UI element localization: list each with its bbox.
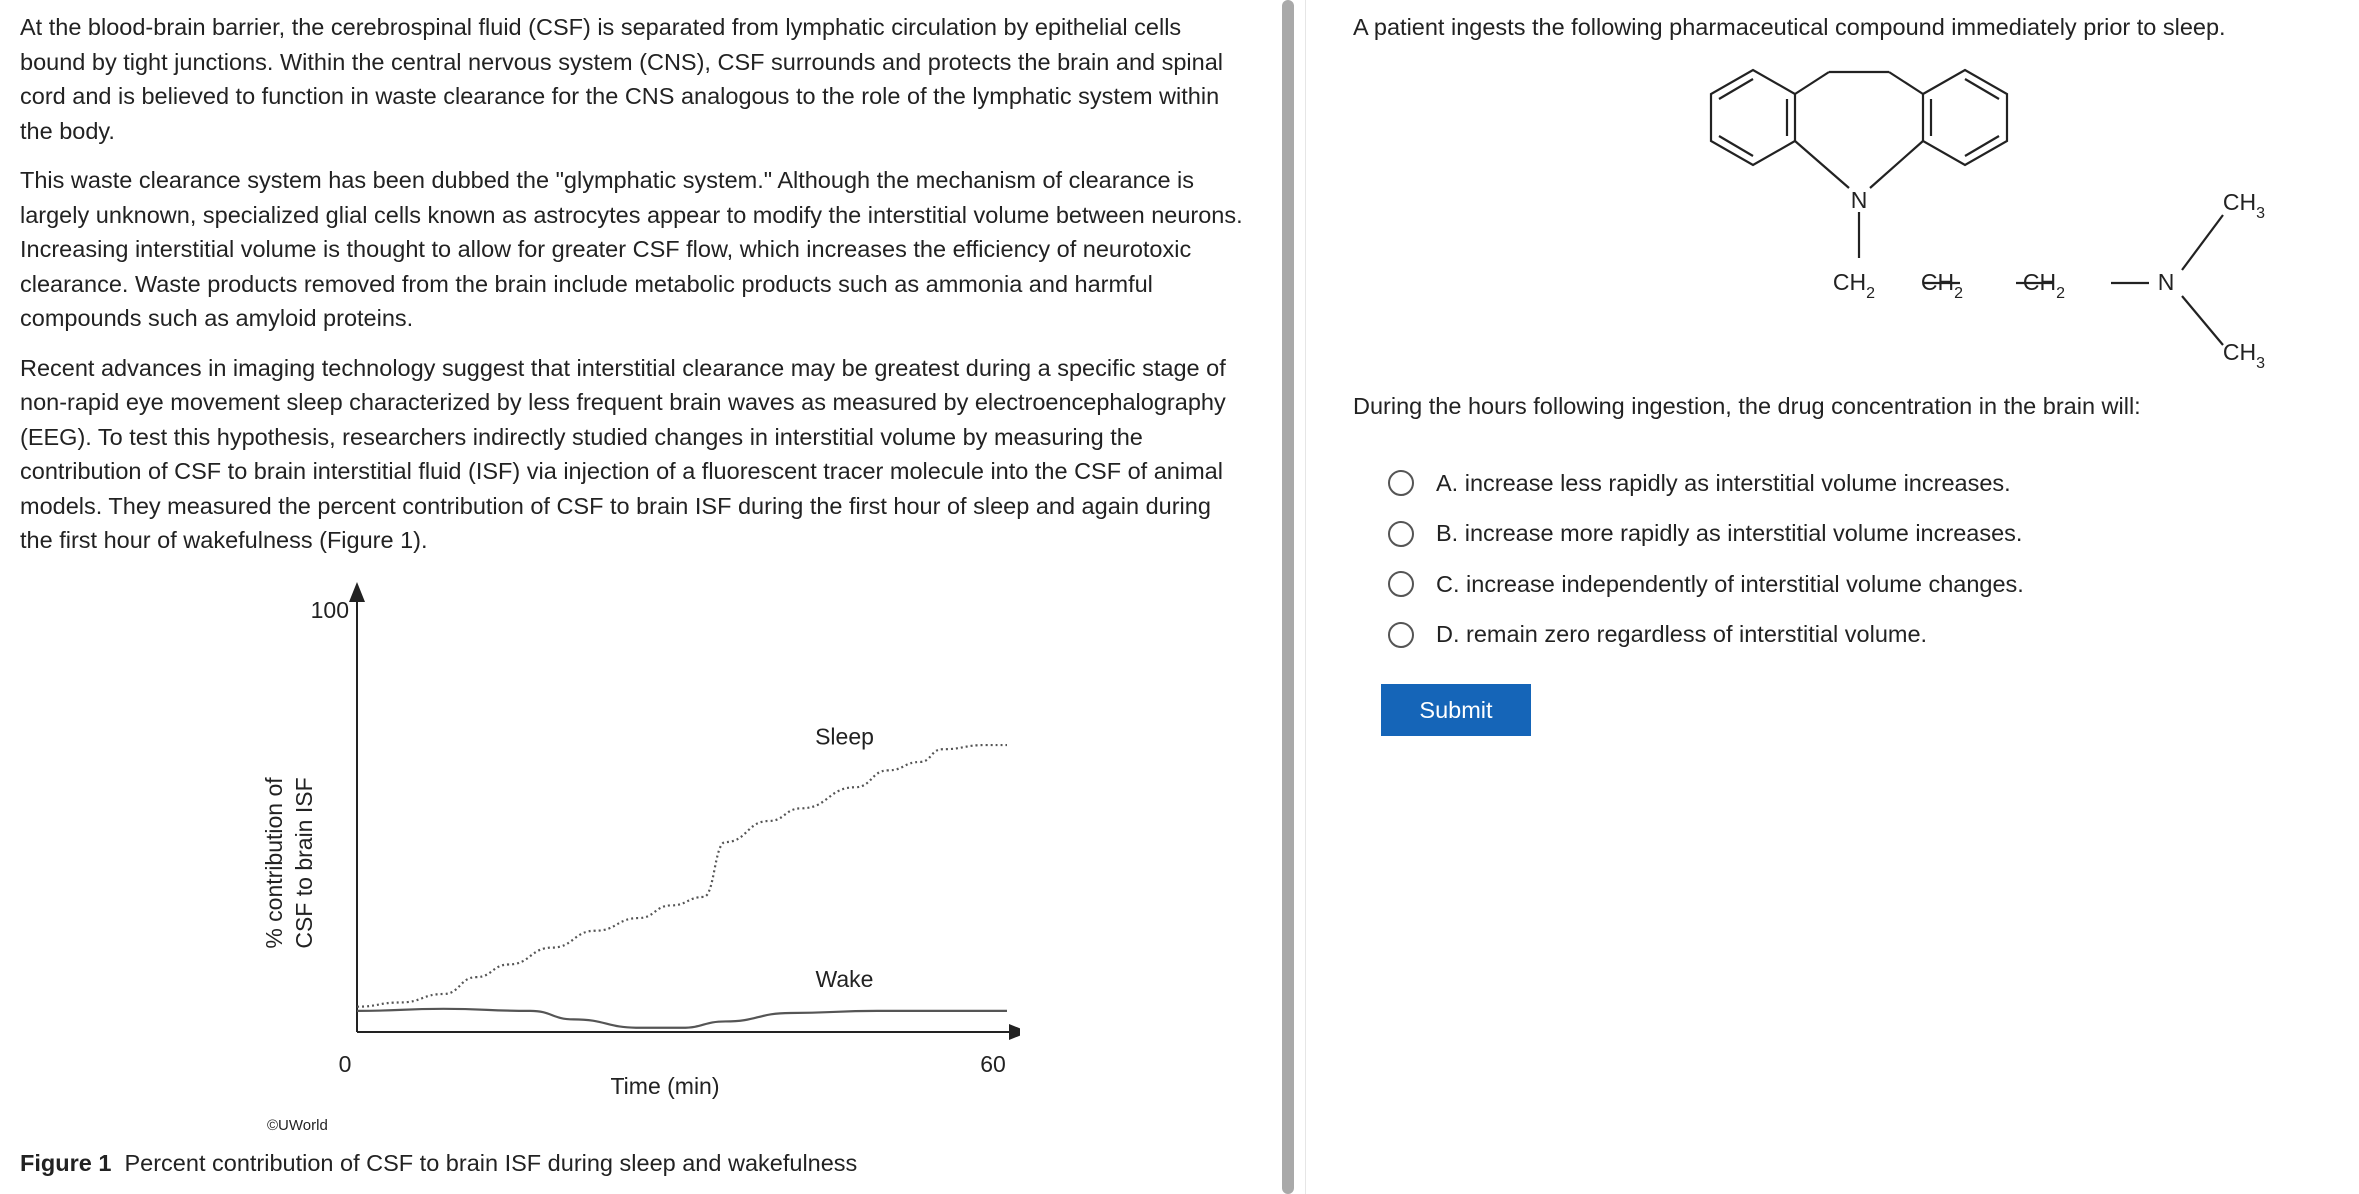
- choice-a-radio[interactable]: [1388, 470, 1414, 496]
- chain-ch2-3-label: $CH_2$: [2022, 269, 2066, 302]
- y-tick-label-0: 0: [338, 1051, 352, 1077]
- right-benzene-ring: [1923, 70, 2007, 165]
- chain-ch2-1-label: $CH_2$: [1832, 269, 1876, 302]
- choice-c[interactable]: [1388, 559, 2024, 610]
- x-axis-label: Time (min): [610, 1073, 720, 1099]
- ring-nitrogen-label: N: [1850, 187, 1868, 213]
- amine-nitrogen-label: N: [2157, 269, 2175, 295]
- choice-b-radio[interactable]: [1388, 521, 1414, 547]
- choice-d-radio[interactable]: [1388, 622, 1414, 648]
- series-line-wake: [357, 1009, 1007, 1028]
- question-prompt: During the hours following ingestion, the drug concentration in the brain will:: [1353, 393, 2141, 419]
- series-line-sleep: [357, 745, 1007, 1007]
- choice-c-radio[interactable]: [1388, 571, 1414, 597]
- tricyclic-rings: [1711, 70, 2223, 345]
- figure-1: [20, 570, 1020, 1190]
- left-benzene-ring: [1711, 70, 1795, 165]
- figure-caption: [20, 1150, 857, 1177]
- choice-a-label[interactable]: A. increase less rapidly as interstitial volume increases.: [1436, 469, 2011, 496]
- question-stem: A patient ingests the following pharmaceutical compound immediately prior to sleep.: [1353, 14, 2226, 40]
- compound-structure: [1306, 0, 2359, 390]
- y-axis-label-line-1: % contribution of: [261, 777, 287, 949]
- choice-d[interactable]: [1388, 610, 2024, 661]
- ethylene-bridge: [1795, 72, 1829, 94]
- answer-choices: [1388, 458, 2024, 660]
- passage-paragraph-2: This waste clearance system has been dubbed the "glymphatic system." Although the mechanism of clearance is largely unknown, specialized glial cells known as astrocytes appear to modify the interstitial volume between neurons. Increasing interstitial volume is thought to allow for greater CSF flow, which increases the efficiency of neurotoxic clearance. Waste products removed from the brain include metabolic products such as ammonia and harmful compounds such as amyloid proteins.: [20, 167, 1243, 331]
- chain-ch2-2-label: $CH_2$: [1920, 269, 1964, 302]
- series-label-wake: Wake: [815, 965, 874, 992]
- methyl-top-label: $CH_3$: [2222, 189, 2266, 222]
- figure-caption-label: Figure 1: [20, 1150, 112, 1176]
- structure-labels: [1833, 187, 2265, 372]
- passage-paragraph-3: Recent advances in imaging technology suggest that interstitial clearance may be greatest during a specific stage of non-rapid eye movement sleep characterized by less frequent brain waves as measured by electroencephalography (EEG). To test this hypothesis, researchers indirectly studied changes in interstitial volume by measuring the contribution of CSF to brain interstitial fluid (ISF) via injection of a fluorescent tracer molecule into the CSF of animal models. They measured the percent contribution of CSF to brain ISF during the first hour of sleep and again during the first hour of wakefulness (Figure 1).: [20, 354, 1226, 553]
- y-tick-label-100: 100: [310, 597, 349, 623]
- passage-paragraph-1: At the blood-brain barrier, the cerebrospinal fluid (CSF) is separated from lymphatic circulation by epithelial cells bound by tight junctions. Within the central nervous system (CNS), CSF surrounds and protects the brain and spinal cord and is believed to function in waste clearance for the CNS analogous to the role of the lymphatic system within the body.: [20, 14, 1224, 144]
- choice-b-label[interactable]: B. increase more rapidly as interstitial volume increases.: [1436, 520, 2023, 547]
- passage-text: [20, 10, 1250, 573]
- csf-isf-chart: [20, 570, 1020, 1150]
- x-tick-label-60: 60: [980, 1051, 1006, 1077]
- methyl-bottom-label: $CH_3$: [2222, 339, 2266, 372]
- uworld-watermark: ©UWorld: [267, 1117, 328, 1134]
- choice-d-label[interactable]: D. remain zero regardless of interstitial volume.: [1436, 621, 1928, 648]
- y-axis-label: [261, 777, 317, 949]
- submit-button[interactable]: Submit: [1381, 684, 1531, 736]
- pane-splitter[interactable]: [1282, 0, 1294, 1194]
- choice-c-label[interactable]: C. increase independently of interstitial volume changes.: [1436, 570, 2024, 597]
- figure-caption-text: Percent contribution of CSF to brain ISF during sleep and wakefulness: [124, 1150, 858, 1176]
- question-pane: [1306, 0, 2359, 1194]
- choice-a[interactable]: [1388, 458, 2024, 509]
- series-label-sleep: Sleep: [815, 723, 874, 750]
- y-axis-label-line-2: CSF to brain ISF: [291, 777, 317, 949]
- choice-b[interactable]: [1388, 509, 2024, 560]
